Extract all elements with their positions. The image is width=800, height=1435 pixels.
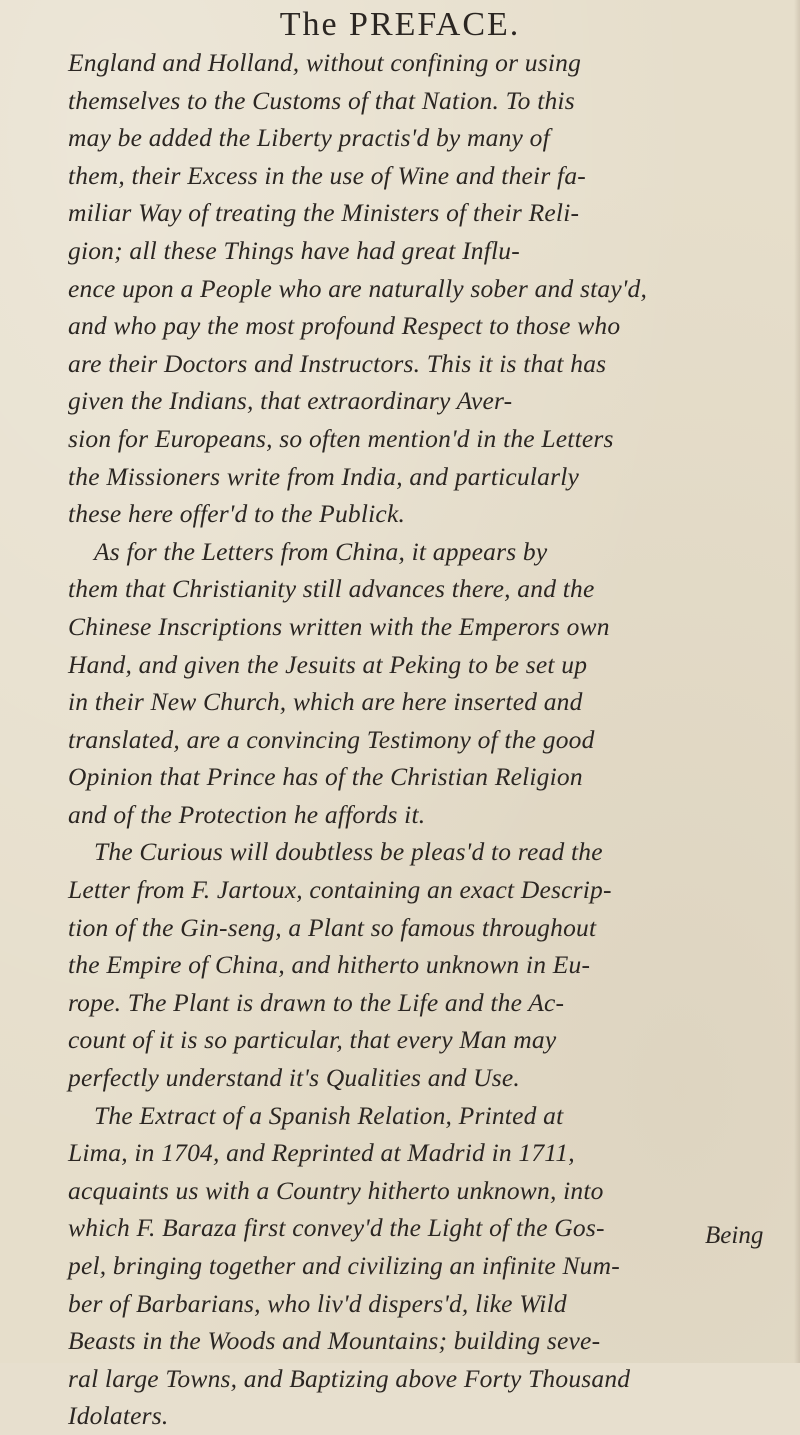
text-line: which F. Baraza first convey'd the Light of the Gos- [68, 1213, 605, 1243]
paragraph-start-line: The Extract of a Spanish Relation, Printed at [94, 1100, 564, 1130]
text-line: may be added the Liberty practis'd by many of [68, 123, 550, 153]
text-line: given the Indians, that extraordinary Aver- [68, 386, 513, 416]
text-line: ber of Barbarians, who liv'd dispers'd, like Wild [68, 1288, 567, 1318]
text-line: perfectly understand it's Qualities and Use. [68, 1063, 520, 1093]
text-line: them that Christianity still advances there, and the [68, 574, 595, 604]
text-line: these here offer'd to the Publick. [68, 499, 406, 529]
text-line: in their New Church, which are here inserted and [68, 687, 583, 717]
text-line: tion of the Gin-seng, a Plant so famous throughout [68, 912, 597, 942]
text-line: translated, are a convincing Testimony of the good [68, 724, 595, 754]
text-line: rope. The Plant is drawn to the Life and the Ac- [68, 987, 565, 1017]
text-line: Letter from F. Jartoux, containing an exact Descrip- [68, 875, 612, 905]
text-line: gion; all these Things have had great Influ- [68, 235, 520, 265]
text-line: them, their Excess in the use of Wine and their fa- [68, 160, 586, 190]
catchword: Being [705, 1222, 764, 1249]
text-line: and of the Protection he affords it. [68, 799, 426, 829]
text-line: ence upon a People who are naturally sober and stay'd, [68, 273, 648, 303]
paragraph-start-line: The Curious will doubtless be pleas'd to read the [94, 837, 603, 867]
text-line: pel, bringing together and civilizing an infinite Num- [68, 1251, 620, 1280]
text-line: miliar Way of treating the Ministers of their Reli- [68, 198, 580, 228]
text-line: ral large Towns, and Baptizing above Forty Thousand [68, 1363, 631, 1393]
paragraph-start-line: As for the Letters from China, it appears by [94, 536, 548, 566]
text-line: sion for Europeans, so often mention'd in the Letters [68, 423, 614, 453]
text-line: Opinion that Prince has of the Christian Religion [68, 762, 583, 792]
text-line: the Missioners write from India, and particularly [68, 461, 580, 491]
body-text [68, 44, 776, 1435]
text-line: themselves to the Customs of that Nation. To this [68, 85, 575, 115]
running-head: The PREFACE. [279, 6, 521, 43]
text-line: England and Holland, without confining or using [68, 48, 582, 77]
text-line: Chinese Inscriptions written with the Emperors own [68, 611, 610, 641]
text-line: Hand, and given the Jesuits at Peking to be set up [68, 649, 588, 679]
text-line: are their Doctors and Instructors. This it is that has [68, 348, 607, 378]
text-line: and who pay the most profound Respect to those who [68, 311, 621, 341]
text-line: Lima, in 1704, and Reprinted at Madrid in 1711, [68, 1138, 575, 1168]
text-line: Beasts in the Woods and Mountains; building seve- [68, 1326, 601, 1356]
page-edge-shadow [794, 0, 800, 1363]
text-line: Idolaters. [68, 1401, 169, 1431]
text-line: count of it is so particular, that every Man may [68, 1025, 557, 1055]
text-line: acquaints us with a Country hitherto unknown, into [68, 1175, 604, 1205]
text-line: the Empire of China, and hitherto unknown in Eu- [68, 950, 591, 980]
